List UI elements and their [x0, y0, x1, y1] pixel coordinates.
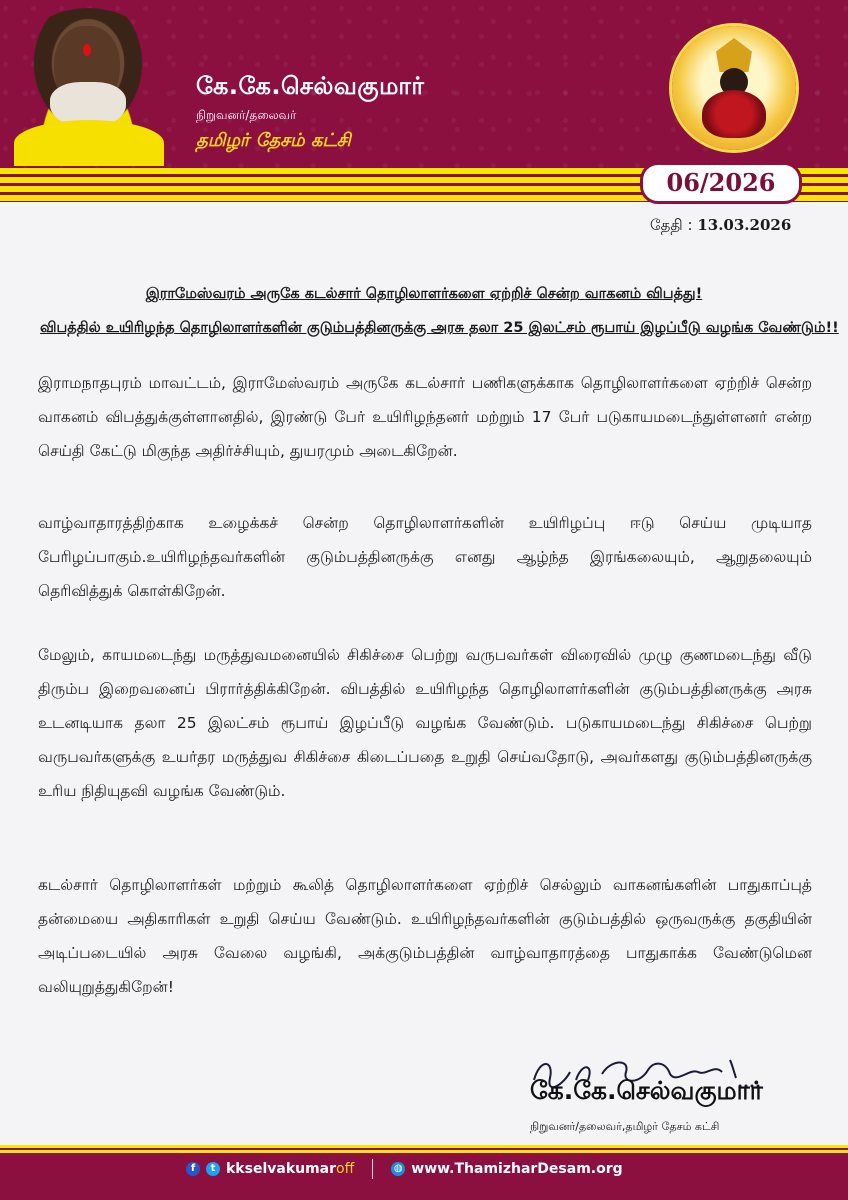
date-row: [650, 216, 791, 236]
portrait-shirt: [14, 120, 164, 166]
footer-contact-row: [186, 1159, 623, 1179]
leader-name: கே.கே.செல்வகுமார்: [196, 72, 425, 100]
globe-icon: ◍: [391, 1162, 405, 1176]
statement-number-badge: 06/2026: [640, 162, 802, 204]
leader-portrait: [4, 8, 172, 166]
signatory-name: கே.கே.செல்வகுமார்: [530, 1076, 763, 1105]
headline-line-1: இராமேஸ்வரம் அருகே கடல்சார் தொழிலாளர்களை ஏற்றிச் சென்ற வாகனம் விபத்து!: [145, 286, 703, 302]
date-value: 13.03.2026: [697, 216, 792, 234]
paragraph-2: வாழ்வாதாரத்திற்காக உழைக்கச் சென்ற தொழிலாளர்களின் உயிரிழப்பு ஈடு செய்ய முடியாத பேரிழப்பாகும்.உயிரிழந்தவர்களின் குடும்பத்தினருக்கு எனது ஆழ்ந்த இரங்கலையும், ஆறுதலையும் தெரிவித்துக் கொள்கிறேன்.: [38, 514, 812, 600]
twitter-icon[interactable]: t: [206, 1162, 220, 1176]
paragraph-1: இராமநாதபுரம் மாவட்டம், இராமேஸ்வரம் அருகே கடல்சார் பணிகளுக்காக தொழிலாளர்களை ஏற்றிச் சென்ற வாகனம் விபத்துக்குள்ளானதில், இரண்டு பேர் உயிரிழந்தனர் மற்றும் 17 பேர் படுகாயமடைந்துள்ளனர் என்ற செய்தி கேட்டு மிகுந்த அதிர்ச்சியும், துயரமும் அடைகிறேன்.: [38, 374, 812, 460]
social-handle-main: kkselvakumar: [226, 1161, 337, 1177]
footer-stripes: [0, 1145, 848, 1153]
social-handle-suffix: off: [336, 1161, 355, 1177]
footer-divider: [372, 1159, 373, 1179]
facebook-icon[interactable]: f: [186, 1162, 200, 1176]
deity-crown: [716, 38, 752, 72]
website-link[interactable]: www.ThamizharDesam.org: [411, 1161, 623, 1177]
headline-line-2: விபத்தில் உயிரிழந்த தொழிலாளர்களின் குடும்பத்தினருக்கு அரசு தலா 25 இலட்சம் ரூபாய் இழப்பீடு வழங்க வேண்டும்!!: [40, 320, 839, 336]
paragraph-3: மேலும், காயமடைந்து மருத்துவமனையில் சிகிச்சை பெற்று வருபவர்கள் விரைவில் முழு குணமடைந்து வீடு திரும்ப இறைவனைப் பிரார்த்திக்கிறேன். விபத்தில் உயிரிழந்த தொழிலாளர்களின் குடும்பத்தினருக்கு அரசு உடனடியாக தலா 25 இலட்சம் ரூபாய் இழப்பீடு வழங்க வேண்டும். படுகாயமடைந்து சிகிச்சை பெற்று வருபவர்களுக்கு உயர்தர மருத்துவ சிகிச்சை கிடைப்பதை உறுதி செய்வதோடு, அவர்களது குடும்பத்தினருக்கு உரிய நிதியுதவி வழங்க வேண்டும்.: [38, 646, 812, 800]
deity-garland: [702, 90, 766, 138]
deity-emblem: [672, 26, 796, 150]
signatory-role: நிறுவனர்/தலைவர்,தமிழர் தேசம் கட்சி: [530, 1120, 720, 1133]
letterhead-header: [0, 0, 848, 168]
leader-role: நிறுவனர்/தலைவர்: [196, 108, 297, 122]
portrait-tilak: [83, 44, 91, 56]
paragraph-4: கடல்சார் தொழிலாளர்கள் மற்றும் கூலித் தொழிலாளர்களை ஏற்றிச் செல்லும் வாகனங்களின் பாதுகாப்புத் தன்மையை அதிகாரிகள் உறுதி செய்ய வேண்டும். உயிரிழந்தவர்களின் குடும்பத்தில் ஒருவருக்கு தகுதியின் அடிப்படையில் அரசு வேலை வழங்கி, அக்குடும்பத்தின் வாழ்வாதாரத்தை பாதுகாக்க வேண்டுமென வலியுறுத்துகிறேன்!: [38, 876, 812, 996]
party-name: தமிழர் தேசம் கட்சி: [196, 130, 351, 151]
date-label: தேதி :: [650, 216, 693, 234]
social-handle[interactable]: [226, 1161, 354, 1177]
